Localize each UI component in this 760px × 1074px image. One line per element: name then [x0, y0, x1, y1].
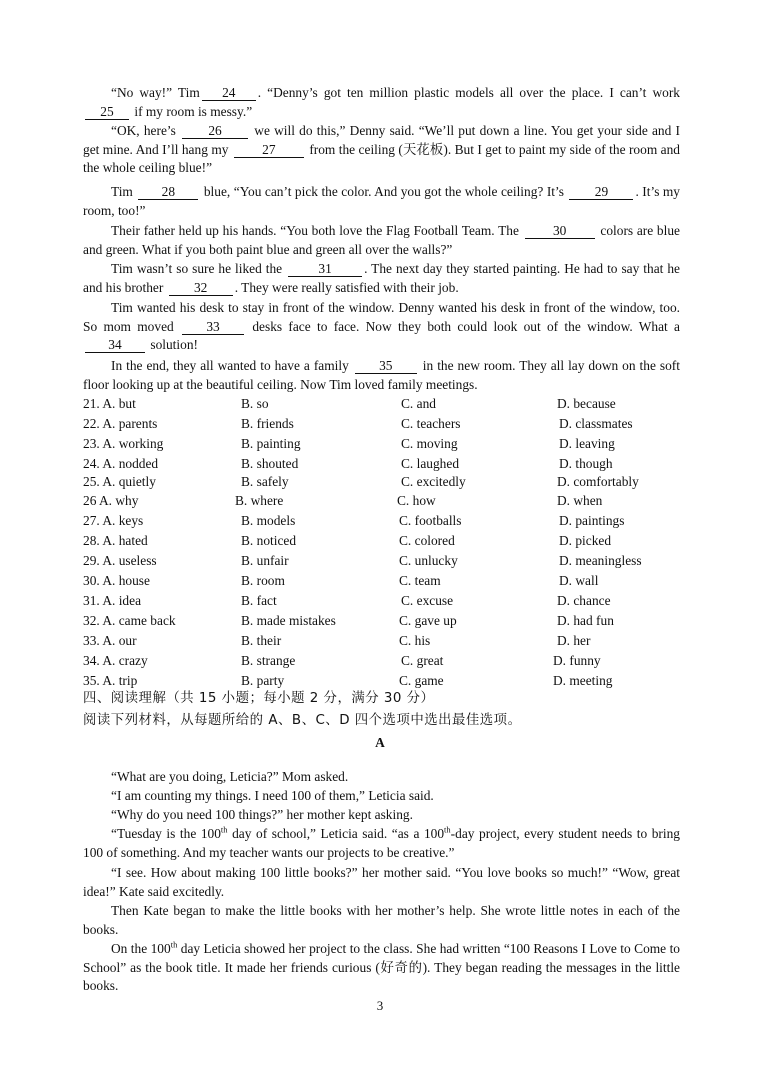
option-a: 29. A. useless	[83, 553, 157, 568]
blank-24: 24	[202, 86, 256, 101]
option-b: B. party	[241, 673, 285, 688]
section-heading: 四、阅读理解（共 15 小题；每小题 2 分，满分 30 分）	[83, 691, 435, 706]
option-b: B. strange	[241, 653, 296, 668]
option-row	[83, 571, 683, 590]
option-b: B. safely	[241, 474, 289, 489]
option-c: C. excuse	[401, 593, 454, 608]
option-c: C. great	[401, 653, 444, 668]
option-a: 23. A. working	[83, 436, 164, 451]
cloze-paragraph-1: “No way!” Tim 24 . “Denny’s got ten million plastic models all over the place. I can’t work 25 if my room is messy.”	[83, 84, 680, 121]
option-b: B. made mistakes	[241, 613, 336, 628]
blank-33: 33	[182, 320, 244, 335]
option-row	[83, 531, 683, 550]
option-b: B. shouted	[241, 456, 299, 471]
option-row	[83, 434, 683, 453]
blank-34: 34	[85, 338, 145, 353]
option-d: D. funny	[553, 653, 601, 668]
option-c: C. teachers	[401, 416, 461, 431]
option-a: 31. A. idea	[83, 593, 142, 608]
passage-line: “I am counting my things. I need 100 of them,” Leticia said.	[111, 788, 434, 803]
option-c: C. team	[399, 573, 441, 588]
blank-27: 27	[234, 143, 304, 158]
option-c: C. excitedly	[401, 474, 466, 489]
option-b: B. their	[241, 633, 282, 648]
option-b: B. fact	[241, 593, 277, 608]
option-d: D. leaving	[559, 436, 615, 451]
option-row	[83, 472, 683, 491]
option-row	[83, 394, 683, 413]
option-d: D. wall	[559, 573, 599, 588]
option-d: D. meaningless	[559, 553, 642, 568]
option-row	[83, 671, 683, 690]
option-c: C. moving	[401, 436, 458, 451]
option-a: 21. A. but	[83, 396, 136, 411]
option-row	[83, 651, 683, 670]
option-b: B. models	[241, 513, 296, 528]
cloze-paragraph-2: “OK, here’s 26 we will do this,” Denny said. “We’ll put down a line. You get your side and I get mine. And I’ll hang my 27 from the ceiling (天花板). But I get to paint my side of the room and the whole ceiling blue!”	[83, 123, 681, 175]
option-c: C. colored	[399, 533, 455, 548]
passage-line: On the 100th day Leticia showed her project to the class. She had written “100 Reasons I Love to Come to School” as the book title. It made her friends curious (好奇的). They began reading the messages in the little books.	[83, 939, 680, 993]
option-b: B. friends	[241, 416, 294, 431]
cloze-paragraph-6: Tim wanted his desk to stay in front of the window. Denny wanted his desk in front of the window, too. So mom moved 33 desks face to face. Now they both could look out of the window. What a 34 solution!	[83, 300, 681, 352]
option-b: B. painting	[241, 436, 301, 451]
option-d: D. when	[557, 493, 603, 508]
blank-26: 26	[182, 124, 248, 139]
cloze-paragraph-3: Tim 28 blue, “You can’t pick the color. And you got the whole ceiling? It’s 29 . It’s my room, too!”	[83, 184, 681, 218]
cloze-paragraph-4: Their father held up his hands. “You both love the Flag Football Team. The 30 colors are blue and green. What if you both paint blue and green all over the walls?”	[83, 223, 680, 257]
option-d: D. because	[557, 396, 616, 411]
option-d: D. her	[557, 633, 591, 648]
passage-label: A	[375, 735, 385, 750]
blank-25: 25	[85, 105, 129, 120]
option-a: 26 A. why	[83, 493, 139, 508]
option-row	[83, 551, 683, 570]
passage-line: Then Kate began to make the little books with her mother’s help. She wrote little notes in each of the books.	[83, 903, 680, 937]
option-a: 32. A. came back	[83, 613, 176, 628]
option-row	[83, 454, 683, 473]
option-a: 22. A. parents	[83, 416, 158, 431]
option-row	[83, 491, 683, 510]
option-c: C. and	[401, 396, 436, 411]
blank-35: 35	[355, 359, 417, 374]
option-b: B. room	[241, 573, 285, 588]
option-c: C. game	[399, 673, 444, 688]
option-b: B. unfair	[241, 553, 289, 568]
option-a: 33. A. our	[83, 633, 137, 648]
passage-line: “Tuesday is the 100th day of school,” Leticia said. “as a 100th-day project, every student needs to bring 100 of something. And my teacher wants our projects to be creative.”	[83, 824, 680, 860]
option-a: 34. A. crazy	[83, 653, 148, 668]
blank-30: 30	[525, 224, 595, 239]
option-c: C. footballs	[399, 513, 462, 528]
blank-31: 31	[288, 262, 362, 277]
blank-32: 32	[169, 281, 233, 296]
option-d: D. meeting	[553, 673, 613, 688]
option-c: C. laughed	[401, 456, 460, 471]
option-d: D. paintings	[559, 513, 625, 528]
option-c: C. gave up	[399, 613, 457, 628]
cloze-paragraph-5: Tim wasn’t so sure he liked the 31 . The next day they started painting. He had to say that he and his brother 32 . They were really satisfied with their job.	[83, 261, 680, 295]
page-number: 3	[376, 998, 384, 1013]
passage-line: “What are you doing, Leticia?” Mom asked.	[111, 769, 349, 784]
option-row	[83, 611, 683, 630]
option-d: D. chance	[557, 593, 611, 608]
passage-line: “Why do you need 100 things?” her mother kept asking.	[111, 807, 413, 822]
blank-28: 28	[138, 185, 198, 200]
option-row	[83, 631, 683, 650]
option-a: 25. A. quietly	[83, 474, 156, 489]
option-a: 28. A. hated	[83, 533, 148, 548]
option-c: C. how	[397, 493, 436, 508]
option-d: D. classmates	[559, 416, 633, 431]
option-d: D. had fun	[557, 613, 614, 628]
option-c: C. unlucky	[399, 553, 458, 568]
option-row	[83, 591, 683, 610]
blank-29: 29	[569, 185, 633, 200]
section-instruction: 阅读下列材料，从每题所给的 A、B、C、D 四个选项中选出最佳选项。	[83, 713, 522, 728]
option-b: B. where	[235, 493, 284, 508]
option-a: 24. A. nodded	[83, 456, 159, 471]
option-a: 30. A. house	[83, 573, 150, 588]
option-row	[83, 414, 683, 433]
passage-line: “I see. How about making 100 little books?” her mother said. “You love books so much!” “Wow, great idea!” Kate said excitedly.	[83, 865, 680, 899]
option-b: B. so	[241, 396, 269, 411]
option-c: C. his	[399, 633, 431, 648]
cloze-paragraph-7: In the end, they all wanted to have a family 35 in the new room. They all lay down on the soft floor looking up at the beautiful ceiling. Now Tim loved family meetings.	[83, 358, 680, 392]
option-row	[83, 511, 683, 530]
option-a: 35. A. trip	[83, 673, 138, 688]
option-b: B. noticed	[241, 533, 297, 548]
option-d: D. picked	[559, 533, 612, 548]
option-d: D. though	[559, 456, 613, 471]
option-d: D. comfortably	[557, 474, 639, 489]
option-a: 27. A. keys	[83, 513, 144, 528]
